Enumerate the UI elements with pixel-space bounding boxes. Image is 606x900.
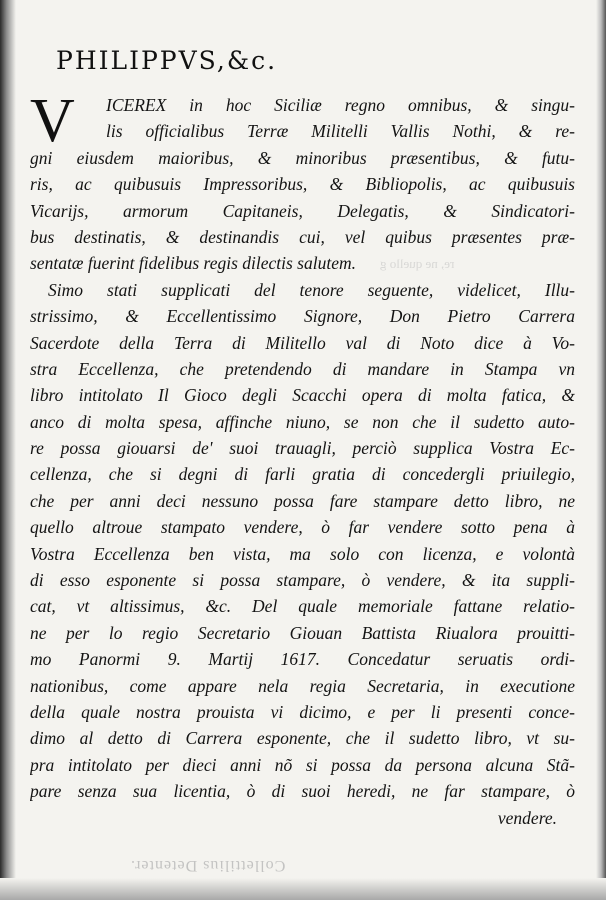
text-line: lis officialibus Terræ Militelli Vallis Nothi, & re- <box>106 121 575 142</box>
text-line: sentatæ fuerint fidelibus regis dilectis salutem. <box>30 253 356 274</box>
text-line: pare senza sua licentia, ò di suoi heredi, ne far stampare, ò <box>30 781 575 802</box>
text-line: nationibus, come appare nela regia Secretaria, in executione <box>30 675 575 696</box>
text-line: ICEREX in hoc Siciliæ regno omnibus, & singu- <box>106 95 575 115</box>
text-line: pra intitolato per dieci anni nõ si possa da persona alcuna Stã- <box>30 754 575 775</box>
text-line: Vostra Eccellenza ben vista, ma solo con licenza, e volontà <box>30 543 575 564</box>
text-line: gni eiusdem maioribus, & minoribus præsentibus, & futu- <box>30 147 575 168</box>
text-line: bus destinatis, & destinandis cui, vel quibus præsentes præ- <box>30 226 575 247</box>
text-line: cat, vt altissimus, &c. Del quale memoriale fattane relatio- <box>30 596 575 617</box>
text-line: vendere. <box>497 807 557 828</box>
text-line: mo Panormi 9. Martij 1617. Concedatur seruatis ordi- <box>30 649 575 670</box>
bleed-through-middle: re, ne quello g <box>380 256 455 271</box>
text-line: re possa giouarsi de' suoi trauagli, perciò supplica Vostra Ec- <box>30 438 575 459</box>
text-line: della quale nostra prouista vi dicimo, e per li presenti conce- <box>30 701 575 722</box>
text-line: stra Eccellenza, che pretendendo di mandare in Stampa vn <box>30 358 575 379</box>
text-line: Vicarijs, armorum Capitaneis, Delegatis, & Sindicatori- <box>30 200 575 221</box>
text-line: anco di molta spesa, affinche niuno, se non che il sudetto auto- <box>30 411 575 432</box>
gutter-shadow <box>0 0 16 900</box>
edge-shadow <box>596 0 606 900</box>
body-text <box>30 87 575 831</box>
text-line: strissimo, & Eccellentissimo Signore, Don Pietro Carrera <box>30 306 575 327</box>
page-header: PHILIPPVS,&c. <box>56 46 278 75</box>
text-line: Sacerdote della Terra di Militello val di Noto dice à Vo- <box>30 332 575 353</box>
text-line: che per anni deci nessuno possa fare stampare detto libro, ne <box>30 490 575 511</box>
drop-cap: V <box>30 87 75 155</box>
text-line: quello altroue stampato vendere, ò far vendere sotto pena à <box>30 517 575 538</box>
bottom-edge-shadow <box>0 878 606 900</box>
bleed-through-bottom: Collettilius Detenter. <box>130 857 286 874</box>
text-line: cellenza, che si degni di farli gratia di concedergli priuilegio, <box>30 464 575 485</box>
text-line: Simo stati supplicati del tenore seguente, videlicet, Illu- <box>48 279 575 300</box>
text-line: ris, ac quibusuis Impressoribus, & Bibliopolis, ac quibusuis <box>30 174 575 195</box>
text-line: di esso esponente si possa stampare, ò vendere, & ita suppli- <box>30 570 575 591</box>
text-line: libro intitolato Il Gioco degli Scacchi opera di molta fatica, & <box>30 385 575 406</box>
text-line: ne per lo regio Secretario Giouan Battista Riualora prouitti- <box>30 622 575 643</box>
text-line: dimo al detto di Carrera esponente, che il sudetto libro, vt su- <box>30 728 575 749</box>
